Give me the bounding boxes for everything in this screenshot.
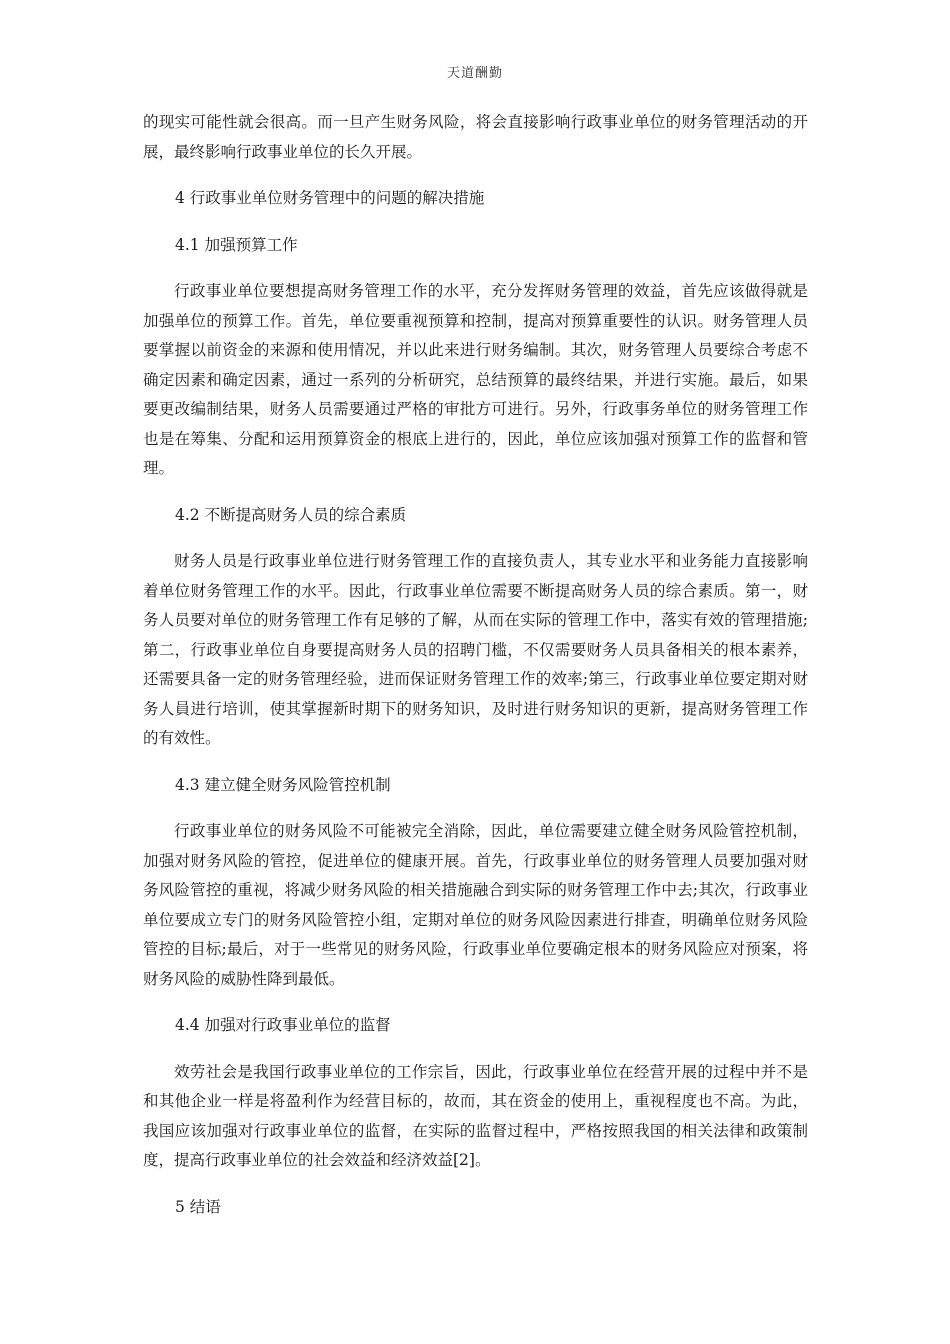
section-heading-4-3: 4.3 建立健全财务风险管控机制 xyxy=(175,775,391,794)
section-heading-4: 4 行政事业单位财务管理中的问题的解决措施 xyxy=(175,189,485,207)
paragraph-budget: 行政事业单位要想提高财务管理工作的水平，充分发挥财务管理的效益，首先应该做得就是加强单位的预算工作。首先，单位要重视预算和控制，提高对预算重要性的认识。财务管理人员要掌握以前资金的来源和使用情况，并以此来进行财务编制。其次，财务管理人员要综合考虑不确定因素和确定因素，通过一系列的分析研究，总结预算的最终结果，并进行实施。最后，如果要更改编制结果，财务人员需要通过严格的审批方可进行。另外，行政事务单位的财务管理工作也是在筹集、分配和运用预算资金的根底上进行的，因此，单位应该加强对预算工作的监督和管理。 xyxy=(143,282,808,477)
page-header: 天道酬勤 xyxy=(446,66,503,81)
paragraph-supervision: 效劳社会是我国行政事业单位的工作宗旨，因此，行政事业单位在经营开展的过程中并不是和其他企业一样是将盈利作为经营目标的，故而，其在资金的使用上，重视程度也不高。为此，我国应该加强对行政事业单位的监督，在实际的监督过程中，严格按照我国的相关法律和政策制度，提高行政事业单位的社会效益和经济效益[2]。 xyxy=(143,1062,808,1169)
document-body xyxy=(143,108,808,1239)
section-heading-5: 5 结语 xyxy=(175,1197,221,1216)
section-heading-4-2: 4.2 不断提高财务人员的综合素质 xyxy=(175,505,407,524)
section-heading-4-4: 4.4 加强对行政事业单位的监督 xyxy=(175,1016,391,1034)
paragraph-staff-quality: 财务人员是行政事业单位进行财务管理工作的直接负责人，其专业水平和业务能力直接影响着单位财务管理工作的水平。因此，行政事业单位需要不断提高财务人员的综合素质。第一，财务人员要对单位的财务管理工作有足够的了解，从而在实际的管理工作中，落实有效的管理措施;第二，行政事业单位自身要提高财务人员的招聘门槛，不仅需要财务人员具备相关的根本素养，还需要具备一定的财务管理经验，进而保证财务管理工作的效率;第三，行政事业单位要定期对财务人員进行培训，使其掌握新时期下的财务知识，及时进行财务知识的更新，提高财务管理工作的有效性。 xyxy=(143,552,808,747)
paragraph-risk-control: 行政事业单位的财务风险不可能被完全消除，因此，单位需要建立健全财务风险管控机制，加强对财务风险的管控，促进单位的健康开展。首先，行政事业单位的财务管理人员要加强对财务风险管控的重视，将减少财务风险的相关措施融合到实际的财务管理工作中去;其次，行政事业单位要成立专门的财务风险管控小组，定期对单位的财务风险因素进行排查，明确单位财务风险管控的目标;最后，对于一些常见的财务风险，行政事业单位要确定根本的财务风险应对预案，将财务风险的威胁性降到最低。 xyxy=(143,822,808,988)
paragraph-continued: 的现实可能性就会很高。而一旦产生财务风险，将会直接影响行政事业单位的财务管理活动的开展，最终影响行政事业单位的长久开展。 xyxy=(143,113,808,161)
section-heading-4-1: 4.1 加强预算工作 xyxy=(175,235,298,254)
